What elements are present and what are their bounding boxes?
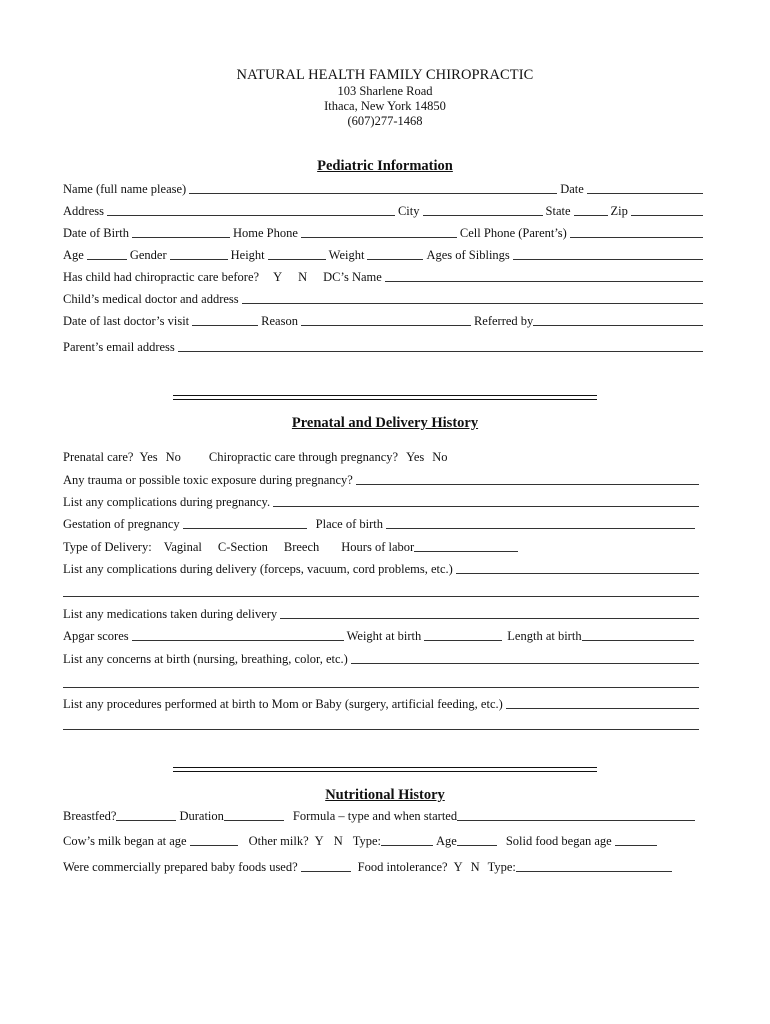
row-procedures — [63, 696, 699, 712]
height-label: Height — [230, 248, 265, 262]
formula-field[interactable] — [457, 820, 695, 821]
state-label: State — [545, 204, 571, 218]
row-prenatal-care — [63, 449, 703, 465]
trauma-field[interactable] — [356, 484, 699, 485]
complications-pregnancy-field[interactable] — [273, 506, 699, 507]
nutrition-section-title: Nutritional History — [325, 787, 445, 803]
weight-field[interactable] — [367, 259, 423, 260]
age-label: Age — [63, 248, 84, 262]
row-breastfed — [63, 808, 695, 824]
city-field[interactable] — [423, 215, 543, 216]
home-phone-field[interactable] — [301, 237, 457, 238]
dob-label: Date of Birth — [63, 226, 129, 240]
row-medications — [63, 606, 699, 622]
c-section-option[interactable]: C-Section — [217, 540, 268, 554]
prenatal-section-title: Prenatal and Delivery History — [291, 415, 479, 431]
duration-label: Duration — [179, 809, 224, 823]
apgar-label: Apgar scores — [63, 629, 129, 643]
weight-label: Weight — [328, 248, 365, 262]
complications-delivery-field[interactable] — [456, 573, 699, 574]
complications-pregnancy-label: List any complications during pregnancy. — [63, 495, 271, 509]
weight-birth-label: Weight at birth — [346, 629, 422, 643]
cows-milk-label: Cow’s milk began at age — [63, 834, 187, 848]
milk-type-field[interactable] — [381, 845, 433, 846]
date-label: Date — [560, 182, 584, 196]
name-label: Name (full name please) — [63, 182, 187, 196]
milk-age-field[interactable] — [457, 845, 497, 846]
weight-birth-field[interactable] — [424, 640, 502, 641]
row-cows-milk — [63, 833, 703, 849]
intolerance-label: Food intolerance? — [357, 860, 448, 874]
concerns-field[interactable] — [351, 663, 699, 664]
name-field[interactable] — [189, 193, 557, 194]
section-divider — [173, 395, 597, 400]
row-gestation — [63, 516, 695, 532]
gender-field[interactable] — [170, 259, 228, 260]
breastfed-field[interactable] — [116, 820, 176, 821]
other-milk-yes-option[interactable]: Y — [314, 834, 324, 848]
practice-phone: (607)277-1468 — [347, 114, 423, 128]
siblings-field[interactable] — [513, 259, 703, 260]
prior-care-label: Has child had chiropractic care before? — [63, 270, 260, 284]
home-phone-label: Home Phone — [232, 226, 298, 240]
chiro-no-option[interactable]: No — [432, 450, 448, 464]
procedures-line-2[interactable] — [63, 729, 699, 730]
practice-street: 103 Sharlene Road — [337, 84, 433, 98]
place-birth-label: Place of birth — [315, 517, 383, 531]
row-address — [63, 203, 703, 219]
intolerance-type-label: Type: — [487, 860, 516, 874]
pediatric-section-title: Pediatric Information — [317, 158, 453, 174]
state-field[interactable] — [574, 215, 608, 216]
row-last-visit — [63, 313, 703, 329]
procedures-label: List any procedures performed at birth to Mom or Baby (surgery, artificial feeding, etc.) — [63, 697, 503, 711]
practice-name: NATURAL HEALTH FAMILY CHIROPRACTIC — [236, 67, 534, 83]
prenatal-yes-option[interactable]: Yes — [139, 450, 158, 464]
practice-city-state: Ithaca, New York 14850 — [324, 99, 446, 113]
chiro-yes-option[interactable]: Yes — [406, 450, 425, 464]
reason-field[interactable] — [301, 325, 471, 326]
solid-food-field[interactable] — [615, 845, 657, 846]
email-label: Parent’s email address — [63, 340, 175, 354]
baby-foods-label: Were commercially prepared baby foods used? — [63, 860, 298, 874]
duration-field[interactable] — [224, 820, 284, 821]
dob-field[interactable] — [132, 237, 230, 238]
row-apgar — [63, 628, 694, 644]
gestation-field[interactable] — [183, 528, 307, 529]
delivery-type-label: Type of Delivery: — [63, 540, 152, 554]
milk-age-label: Age — [436, 834, 457, 848]
baby-foods-field[interactable] — [301, 871, 351, 872]
concerns-line-2[interactable] — [63, 687, 699, 688]
referred-label: Referred by — [473, 314, 534, 328]
height-field[interactable] — [268, 259, 326, 260]
zip-field[interactable] — [631, 215, 703, 216]
milk-type-label: Type: — [352, 834, 382, 848]
row-doctor — [63, 291, 703, 307]
dc-name-label: DC’s Name — [323, 270, 382, 284]
reason-label: Reason — [261, 314, 298, 328]
section-divider-2 — [173, 767, 597, 772]
row-delivery-type — [63, 539, 703, 555]
prenatal-care-label: Prenatal care? — [63, 450, 134, 464]
cell-phone-label: Cell Phone (Parent’s) — [459, 226, 567, 240]
length-birth-label: Length at birth — [507, 629, 582, 643]
intolerance-type-field[interactable] — [516, 871, 672, 872]
row-baby-foods — [63, 859, 703, 875]
prior-care-no-option[interactable]: N — [298, 270, 308, 284]
intolerance-no-option[interactable]: N — [470, 860, 480, 874]
apgar-field[interactable] — [132, 640, 344, 641]
address-field[interactable] — [107, 215, 395, 216]
row-complications-delivery — [63, 561, 699, 577]
concerns-label: List any concerns at birth (nursing, breathing, color, etc.) — [63, 652, 348, 666]
row-prior-care — [63, 269, 703, 285]
hours-labor-label: Hours of labor — [341, 540, 415, 554]
place-birth-field[interactable] — [386, 528, 695, 529]
gender-label: Gender — [129, 248, 167, 262]
other-milk-label: Other milk? — [248, 834, 309, 848]
prior-care-yes-option[interactable]: Y — [273, 270, 283, 284]
row-email — [63, 339, 703, 355]
row-concerns — [63, 651, 699, 667]
complications-delivery-label: List any complications during delivery (forceps, vacuum, cord problems, etc.) — [63, 562, 453, 576]
row-age-gender — [63, 247, 703, 263]
row-complications-pregnancy — [63, 494, 699, 510]
doctor-field[interactable] — [242, 303, 703, 304]
complications-delivery-line-2[interactable] — [63, 596, 699, 597]
trauma-label: Any trauma or possible toxic exposure during pregnancy? — [63, 473, 353, 487]
siblings-label: Ages of Siblings — [426, 248, 510, 262]
last-visit-field[interactable] — [192, 325, 258, 326]
row-name-date — [63, 181, 703, 197]
doctor-label: Child’s medical doctor and address — [63, 292, 239, 306]
row-trauma — [63, 472, 699, 488]
referred-field[interactable] — [533, 325, 703, 326]
intolerance-yes-option[interactable]: Y — [453, 860, 463, 874]
address-label: Address — [63, 204, 104, 218]
prenatal-no-option[interactable]: No — [165, 450, 181, 464]
row-dob-phones — [63, 225, 703, 241]
age-field[interactable] — [87, 259, 127, 260]
length-birth-field[interactable] — [582, 640, 694, 641]
date-field[interactable] — [587, 193, 703, 194]
formula-label: Formula – type and when started — [292, 809, 458, 823]
solid-food-label: Solid food began age — [505, 834, 612, 848]
email-field[interactable] — [178, 351, 703, 352]
medications-label: List any medications taken during delivery — [63, 607, 278, 621]
breastfed-label: Breastfed? — [63, 809, 117, 823]
chiro-preg-label: Chiropractic care through pregnancy? — [208, 450, 399, 464]
vaginal-option[interactable]: Vaginal — [163, 540, 202, 554]
dc-name-field[interactable] — [385, 281, 703, 282]
hours-labor-field[interactable] — [414, 551, 518, 552]
procedures-field[interactable] — [506, 708, 699, 709]
city-label: City — [397, 204, 420, 218]
breech-option[interactable]: Breech — [283, 540, 320, 554]
cows-milk-field[interactable] — [190, 845, 238, 846]
zip-label: Zip — [610, 204, 628, 218]
gestation-label: Gestation of pregnancy — [63, 517, 180, 531]
cell-phone-field[interactable] — [570, 237, 703, 238]
medications-field[interactable] — [280, 618, 699, 619]
last-visit-label: Date of last doctor’s visit — [63, 314, 190, 328]
other-milk-no-option[interactable]: N — [333, 834, 343, 848]
